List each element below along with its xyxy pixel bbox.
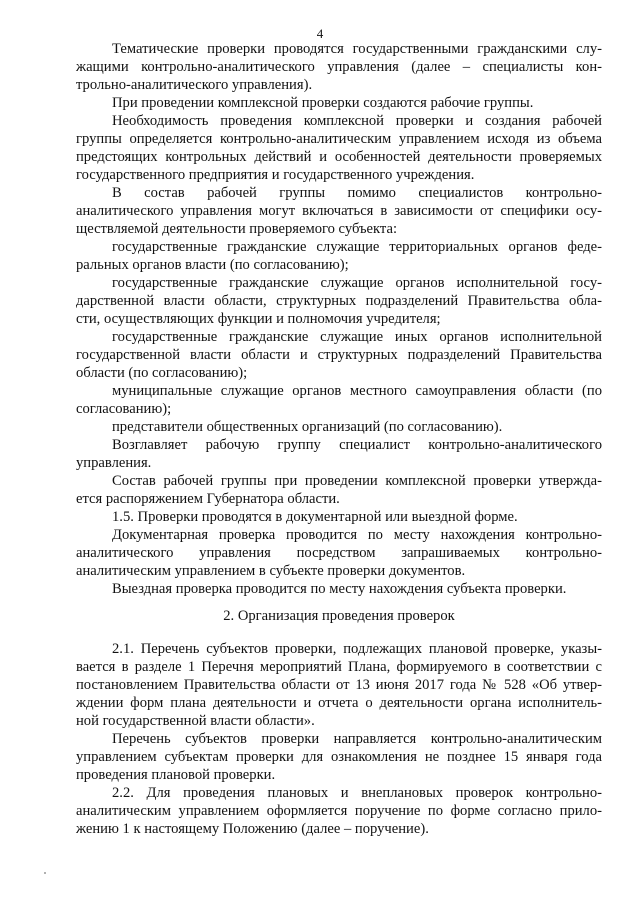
text-line: управлением субъектам проверки для ознакомления не позднее 15 января года — [76, 749, 602, 765]
text-line: жащими контрольно-аналитического управления (далее – специалисты кон- — [76, 59, 602, 75]
text-line: вается в разделе 1 Перечня мероприятий Плана, формируемого в соответствии с — [76, 659, 602, 675]
text-line: Перечень субъектов проверки направляется контрольно-аналитическим — [112, 731, 602, 747]
text-line: аналитического управления посредством запрашиваемых контрольно- — [76, 545, 602, 561]
text-line: Документарная проверка проводится по месту нахождения контрольно- — [112, 527, 602, 543]
text-line: государственные гражданские служащие органов исполнительной госу- — [112, 275, 602, 291]
text-line: ждении форм плана деятельности и отчета о деятельности органа исполнитель- — [76, 695, 602, 711]
text-line: согласованию); — [76, 401, 172, 417]
section-heading: 2. Организация проведения проверок — [223, 608, 455, 624]
text-line: проведения плановой проверки. — [76, 767, 276, 783]
text-line: аналитическим управлением в субъекте проверки документов. — [76, 563, 466, 579]
text-line: 1.5. Проверки проводятся в документарной или выездной форме. — [112, 509, 518, 525]
text-line: аналитическим управлением оформляется поручение по форме согласно прило- — [76, 803, 602, 819]
text-line: В состав рабочей группы помимо специалистов контрольно- — [112, 185, 602, 201]
text-line: управления. — [76, 455, 152, 471]
text-line: государственного предприятия и государственного учреждения. — [76, 167, 475, 183]
text-line: ральных органов власти (по согласованию); — [76, 257, 349, 273]
text-line: Выездная проверка проводится по месту нахождения субъекта проверки. — [112, 581, 567, 597]
page-number: 4 — [316, 26, 324, 41]
text-line: Возглавляет рабочую группу специалист контрольно-аналитического — [112, 437, 602, 453]
text-line: аналитического управления могут включаться в зависимости от специфики осу- — [76, 203, 602, 219]
text-line: ществляемой деятельности проверяемого субъекта: — [76, 221, 398, 237]
text-line: области (по согласованию); — [76, 365, 248, 381]
text-line: государственной власти области и структурных подразделений Правительства — [76, 347, 602, 363]
text-line: 2.2. Для проведения плановых и внеплановых проверок контрольно- — [112, 785, 602, 801]
text-line: Необходимость проведения комплексной проверки и создания рабочей — [112, 113, 602, 129]
text-line: государственные гражданские служащие иных органов исполнительной — [112, 329, 602, 345]
scan-speck — [44, 872, 46, 874]
text-line: дарственной власти области, структурных подразделений Правительства обла- — [76, 293, 602, 309]
text-line: 2.1. Перечень субъектов проверки, подлежащих плановой проверке, указы- — [112, 641, 602, 657]
text-line: группы определяется контрольно-аналитическим управлением исходя из объема — [76, 131, 602, 147]
text-line: жению 1 к настоящему Положению (далее – поручение). — [76, 821, 429, 837]
text-line: представители общественных организаций (по согласованию). — [112, 419, 503, 435]
text-line: постановлением Правительства области от 13 июня 2017 года № 528 «Об утвер- — [76, 677, 602, 693]
text-line: государственные гражданские служащие территориальных органов феде- — [112, 239, 602, 255]
text-line: сти, осуществляющих функции и полномочия учредителя; — [76, 311, 441, 327]
text-line: ной государственной власти области». — [76, 713, 315, 729]
text-line: муниципальные служащие органов местного самоуправления области (по — [112, 383, 602, 399]
text-line: ется распоряжением Губернатора области. — [76, 491, 340, 507]
text-line: предстоящих контрольных действий и особенностей деятельности проверяемых — [76, 149, 602, 165]
text-line: трольно-аналитического управления). — [76, 77, 313, 93]
text-line: Состав рабочей группы при проведении комплексной проверки утвержда- — [112, 473, 602, 489]
text-line: Тематические проверки проводятся государственными гражданскими слу- — [112, 41, 602, 57]
text-line: При проведении комплексной проверки создаются рабочие группы. — [112, 95, 534, 111]
